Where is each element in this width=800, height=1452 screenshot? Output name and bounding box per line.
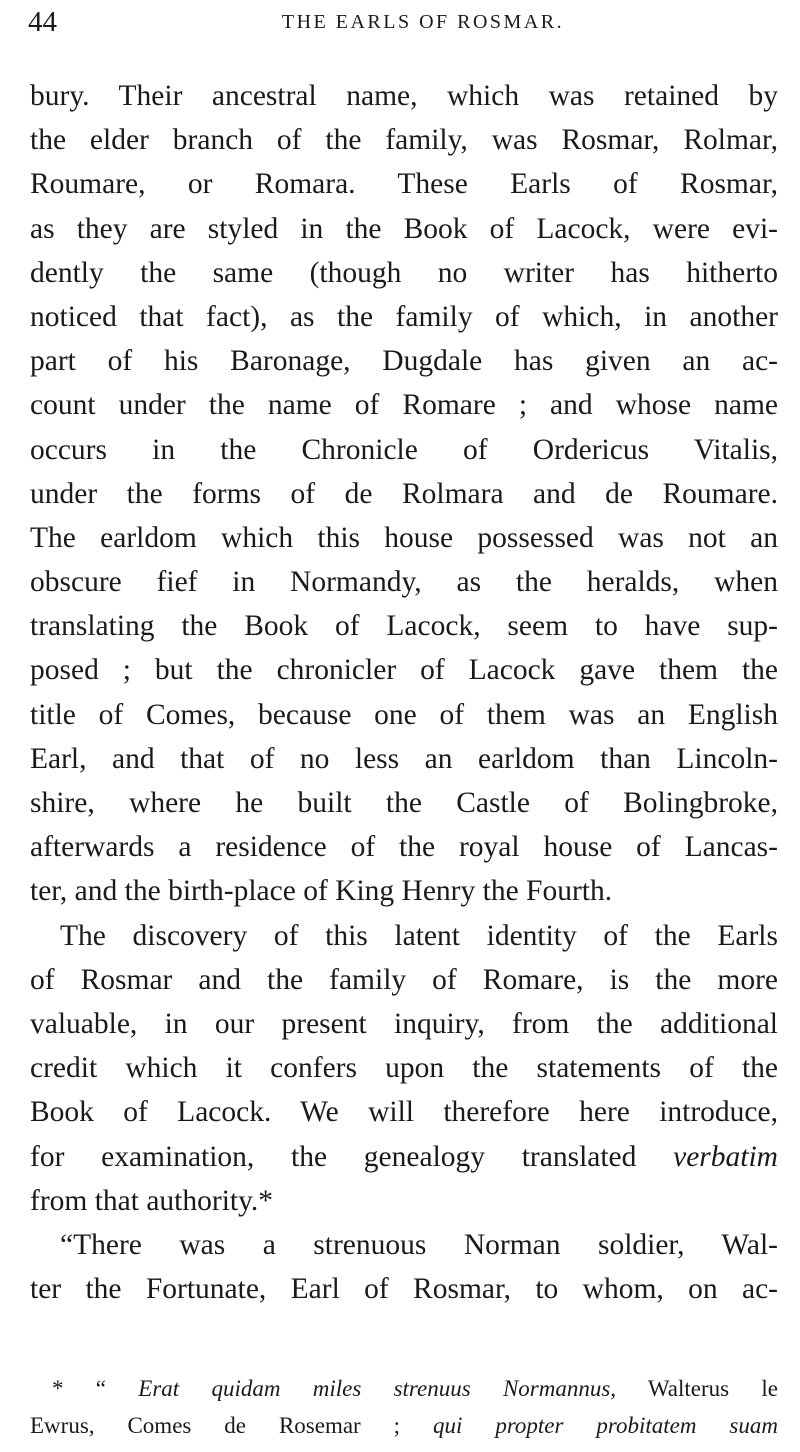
footnote [30,1370,778,1444]
text-line: occurs in the Chronicle of Ordericus Vitalis, [30,433,778,466]
text-line: the elder branch of the family, was Rosmar, Rolmar, [30,124,778,157]
text-line: ter, and the birth-place of King Henry the Fourth. [30,875,613,908]
text-line: as they are styled in the Book of Lacock, were evi- [30,212,778,245]
text-line: afterwards a residence of the royal house of Lancas- [30,831,778,864]
text-line: Earl, and that of no less an earldom than Lincoln- [30,742,778,775]
text-line: from that authority.* [30,1184,274,1217]
footnote-marker: * “ [52,1376,139,1401]
footnote-line [30,1370,778,1407]
text-line: Roumare, or Romara. These Earls of Rosmar, [30,168,778,201]
text-line: of Rosmar and the family of Romare, is the more [30,963,778,996]
running-title: THE EARLS OF ROSMAR. [281,11,565,33]
footnote-text: Walterus le [616,1376,778,1401]
text-line: count under the name of Romare ; and whose name [30,389,778,422]
text-line: posed ; but the chronicler of Lacock gave them the [30,654,778,687]
text-line: credit which it confers upon the statements of the [30,1052,778,1085]
footnote-latin: Erat quidam miles strenuus Normannus, [138,1376,617,1401]
footnote-text: Ewrus, Comes de Rosemar ; [30,1413,433,1438]
footnote-line [30,1407,778,1444]
italic-word: verbatim [673,1140,778,1173]
text-span: for examination, the genealogy translated [30,1140,674,1173]
text-line: title of Comes, because one of them was an English [30,698,778,731]
text-line: Book of Lacock. We will therefore here introduce, [30,1096,778,1129]
text-line: dently the same (though no writer has hitherto [30,256,778,289]
quote-line: “There was a strenuous Norman soldier, Wal- [60,1228,778,1261]
text-line: under the forms of de Rolmara and de Roumare. [30,477,778,510]
text-line: The earldom which this house possessed was not an [30,521,778,554]
body-text [30,74,778,1311]
page-number: 44 [28,6,57,38]
page-header [28,2,778,42]
text-line: The discovery of this latent identity of the Earls [60,919,778,952]
text-line: part of his Baronage, Dugdale has given an ac- [30,345,778,378]
text-line: noticed that fact), as the family of which, in another [30,300,778,333]
text-line: shire, where he built the Castle of Bolingbroke, [30,787,778,819]
text-line [30,1135,778,1179]
text-line: obscure fief in Normandy, as the heralds, when [30,566,778,599]
quote-line: ter the Fortunate, Earl of Rosmar, to whom, on ac- [30,1273,778,1306]
text-line: valuable, in our present inquiry, from the additional [30,1007,778,1040]
text-line: translating the Book of Lacock, seem to have sup- [30,610,778,643]
text-line: bury. Their ancestral name, which was retained by [30,80,778,112]
footnote-latin: qui propter probitatem suam [432,1413,778,1438]
